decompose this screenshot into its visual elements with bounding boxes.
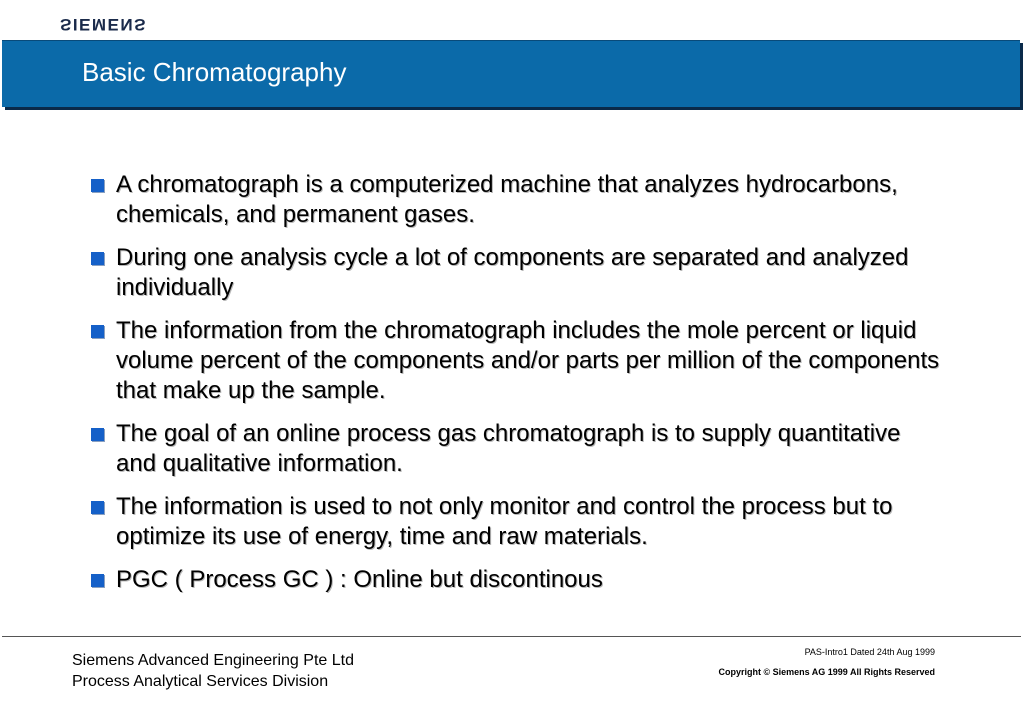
bullet-item: [90, 316, 940, 406]
square-bullet-icon: [91, 179, 104, 192]
bullet-text: A chromatograph is a computerized machine that analyzes hydrocarbons, chemicals, and permanent gases.: [116, 171, 898, 228]
bullet-text: PGC ( Process GC ) : Online but discontinous: [116, 566, 603, 593]
siemens-logo: SIEMENS: [60, 15, 148, 34]
square-bullet-icon: [91, 252, 104, 265]
footer-doc-id: PAS-Intro1 Dated 24th Aug 1999: [804, 647, 935, 657]
square-bullet-icon: [91, 428, 104, 441]
title-bar: [2, 40, 1020, 107]
bullet-list: [90, 170, 940, 608]
footer-company: Siemens Advanced Engineering Pte Ltd: [72, 652, 354, 669]
square-bullet-icon: [91, 325, 104, 338]
footer-meta-block: [718, 646, 935, 678]
footer-company-block: [72, 650, 354, 692]
footer-division: Process Analytical Services Division: [72, 673, 329, 690]
slide-title: Basic Chromatography: [82, 57, 347, 87]
footer-copyright: Copyright © Siemens AG 1999 All Rights Reserved: [718, 667, 935, 677]
square-bullet-icon: [91, 501, 104, 514]
bullet-item: [90, 565, 940, 595]
bullet-text: The goal of an online process gas chromatograph is to supply quantitative and qualitative information.: [116, 420, 901, 477]
footer-divider: [2, 636, 1021, 637]
bullet-item: [90, 492, 940, 552]
bullet-text: The information is used to not only monitor and control the process but to optimize its use of energy, time and raw materials.: [116, 493, 893, 550]
bullet-item: [90, 170, 940, 230]
bullet-text: During one analysis cycle a lot of components are separated and analyzed individually: [116, 244, 909, 301]
bullet-item: [90, 419, 940, 479]
square-bullet-icon: [91, 574, 104, 587]
bullet-text: The information from the chromatograph includes the mole percent or liquid volume percent of the components and/or parts per million of the components that make up the sample.: [116, 317, 940, 404]
bullet-item: [90, 243, 940, 303]
